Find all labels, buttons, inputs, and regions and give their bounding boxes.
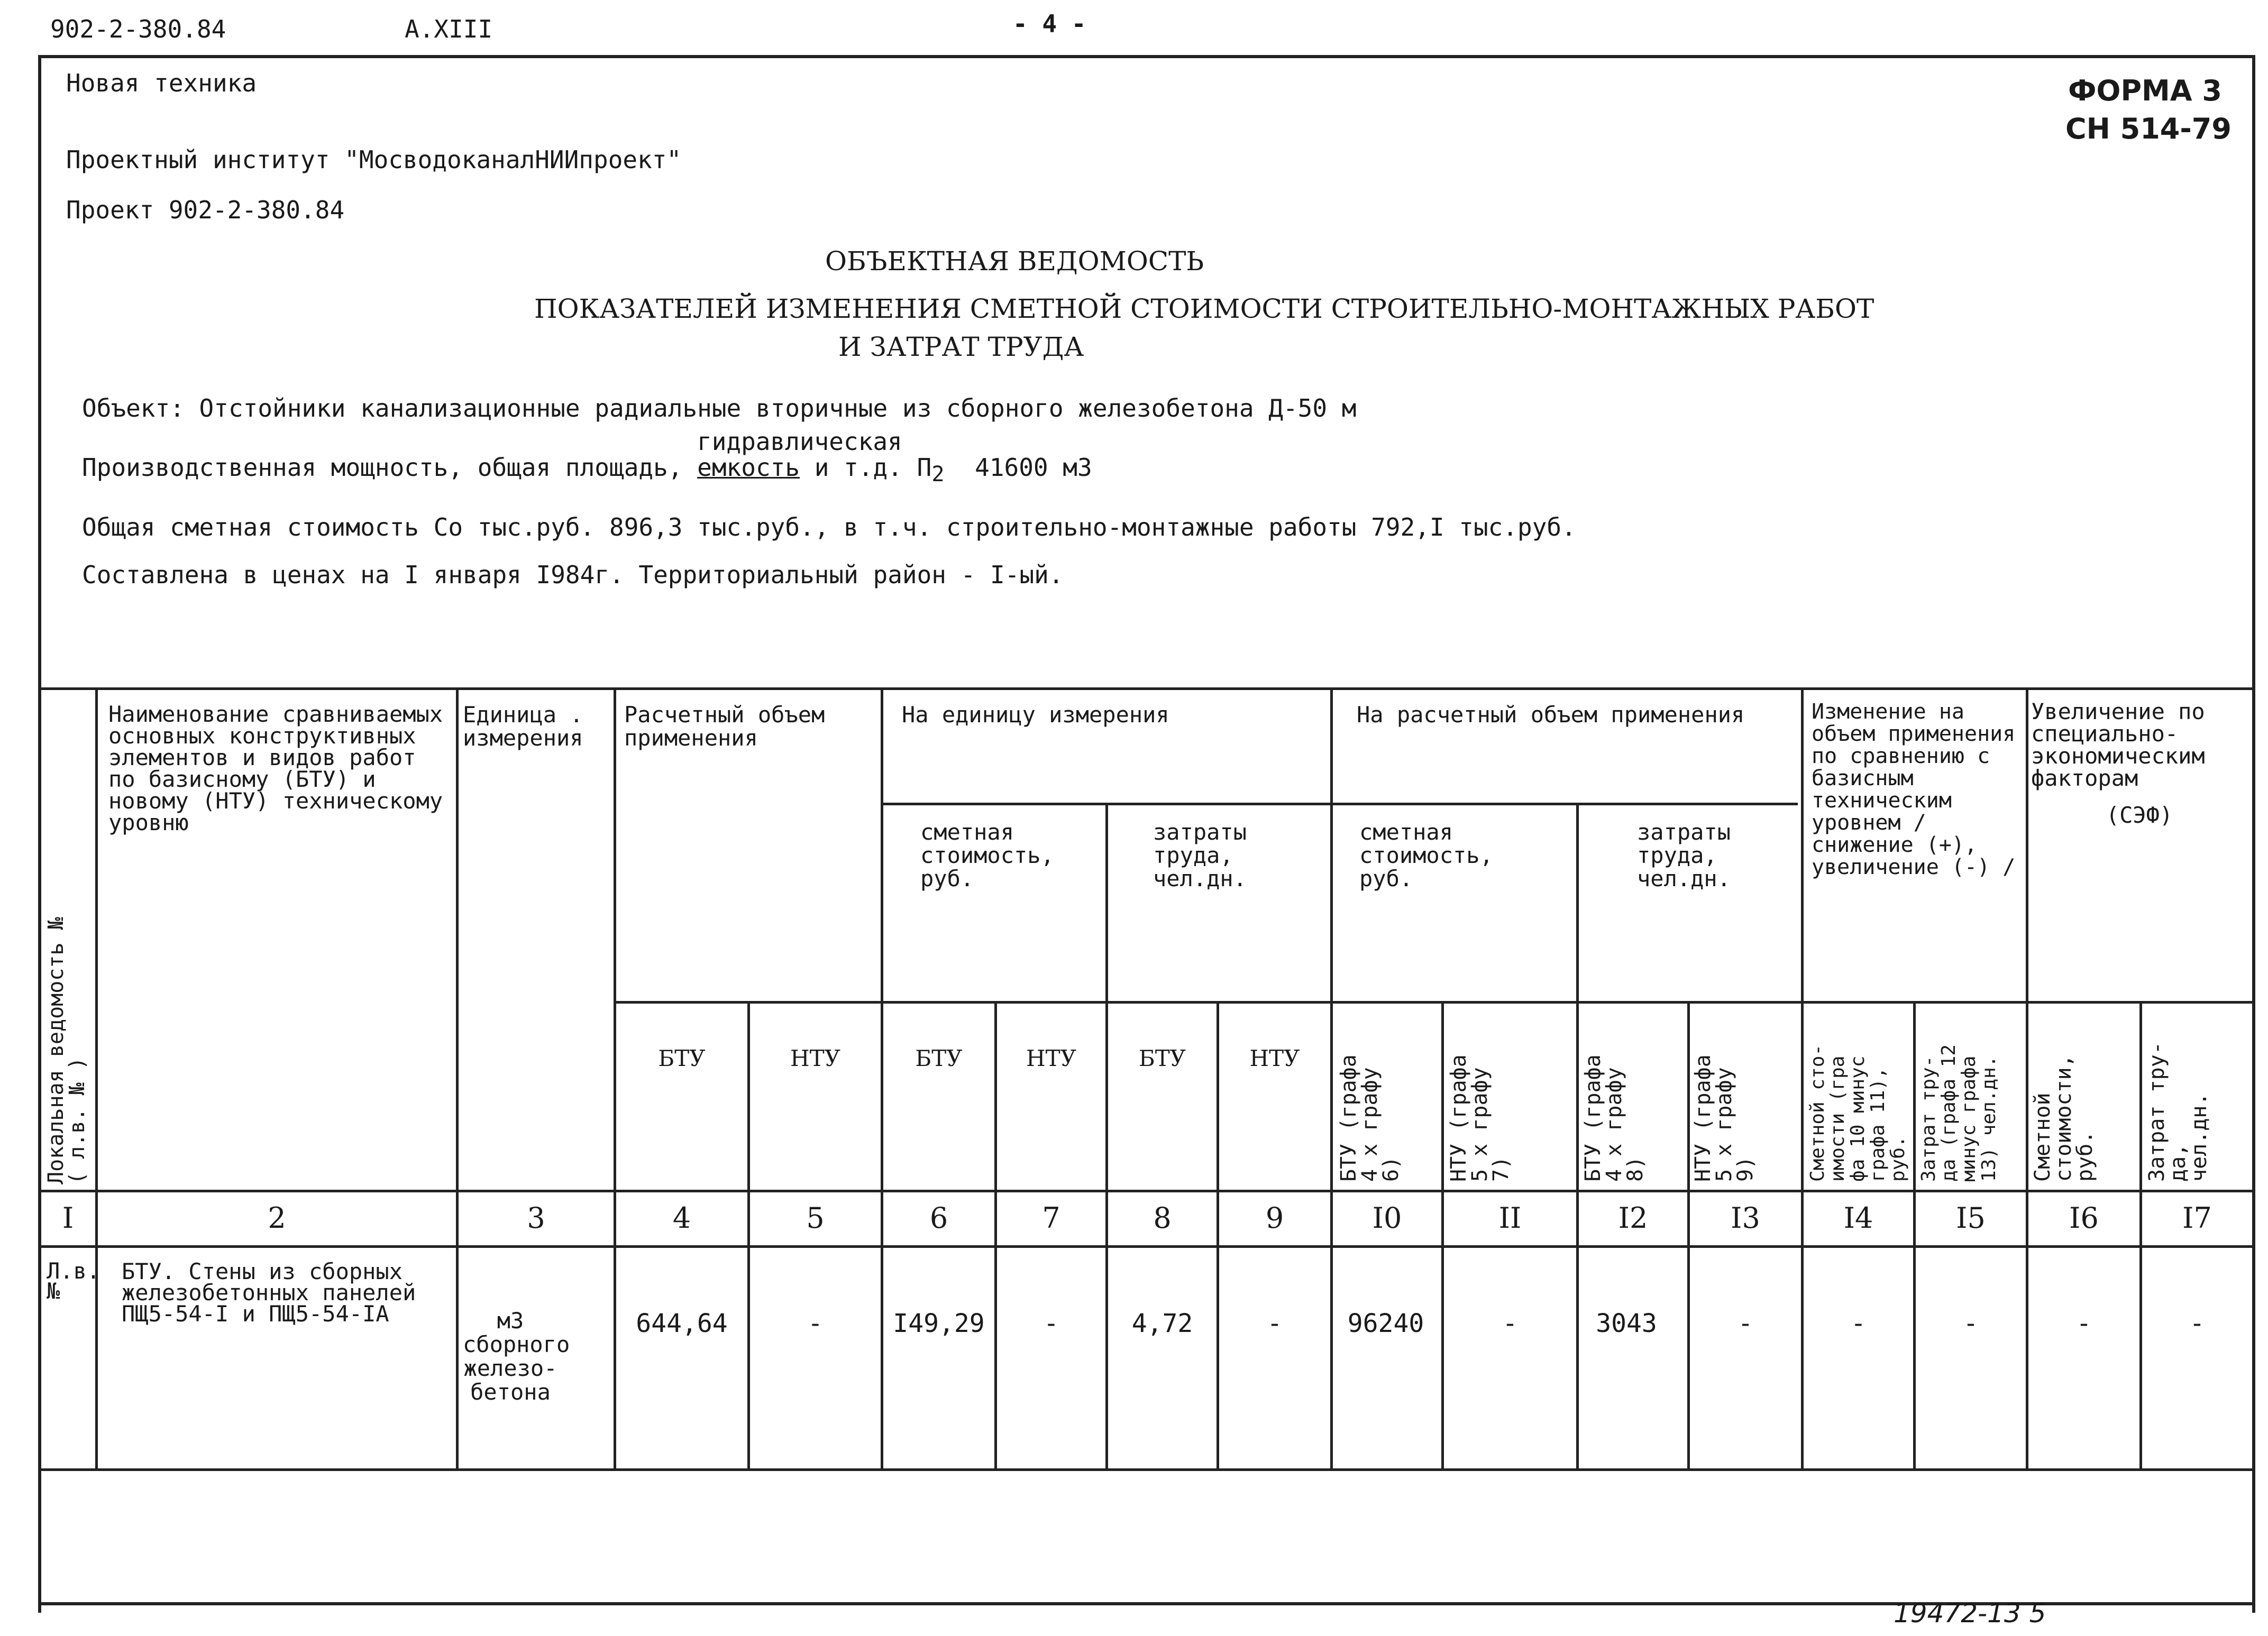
page-number: - 4 - <box>1013 10 1086 38</box>
cell-14: - <box>1851 1309 1866 1338</box>
doc-subtitle: ПОКАЗАТЕЛЕЙ ИЗМЕНЕНИЯ СМЕТНОЙ СТОИМОСТИ СТРОИТЕЛЬНО-МОНТАЖНЫХ РАБОТ <box>534 293 1874 324</box>
unit-header: На единицу измерения <box>902 702 1169 728</box>
colnum: I <box>62 1201 74 1235</box>
sef-abbr: (СЭФ) <box>2106 802 2173 828</box>
capacity-value: 41600 м3 <box>975 453 1092 482</box>
unit-labor-header: затраты труда, чел.дн. <box>1153 819 1247 891</box>
colnum: I7 <box>2182 1201 2212 1235</box>
colnum: 3 <box>527 1201 545 1235</box>
capacity-note: гидравлическая <box>697 427 902 456</box>
cell-6: I49,29 <box>893 1309 985 1338</box>
cell-10: 96240 <box>1347 1309 1424 1338</box>
colnum: I4 <box>1843 1201 1873 1235</box>
col3-header: Единица . измерения <box>463 702 583 751</box>
col13-header: НТУ (графа 5 х графу 9) <box>1691 1054 1758 1182</box>
row-name: БТУ. Стены из сборных железобетонных панелей ПЩ5-54-I и ПЩ5-54-IA <box>122 1258 416 1327</box>
col16-header: Сметной стоимости, руб. <box>2031 1054 2097 1182</box>
colnum: 4 <box>672 1201 691 1235</box>
colnum: II <box>1498 1201 1522 1235</box>
colnum: 8 <box>1153 1201 1172 1235</box>
capacity-line <box>82 453 1092 486</box>
col4-btu: БТУ <box>658 1045 706 1071</box>
cell-15: - <box>1963 1309 1979 1338</box>
form-number: ФОРМА 3 <box>2068 74 2222 107</box>
doc-subtitle-2: И ЗАТРАТ ТРУДА <box>838 332 1084 362</box>
col5-ntu: НТУ <box>790 1045 840 1071</box>
colnum: 9 <box>1265 1201 1284 1235</box>
cell-13: - <box>1737 1309 1753 1338</box>
institute-label: Проектный институт "МосводоканалНИИпроект" <box>66 145 682 174</box>
unit-cost-header: сметная стоимость, руб. <box>920 819 1054 891</box>
total-labor-header: затраты труда, чел.дн. <box>1637 819 1731 891</box>
cell-7: - <box>1044 1309 1059 1338</box>
cell-4: 644,64 <box>636 1309 728 1338</box>
col45-header: Расчетный объем применения <box>624 702 825 751</box>
change-header: Изменение на объем применения по сравнению с базисным техническим уровнем /снижение (+), увеличение (-) / <box>1812 700 2016 879</box>
colnum: 2 <box>268 1201 286 1235</box>
colnum: I2 <box>1618 1201 1648 1235</box>
total-header: На расчетный объем применения <box>1357 702 1745 728</box>
capacity-word: емкость <box>697 453 800 482</box>
colnum: I3 <box>1731 1201 1760 1235</box>
capacity-prefix: Производственная мощность, общая площадь, <box>82 453 683 482</box>
capacity-suffix: и т.д. П <box>814 453 932 482</box>
colnum: I0 <box>1372 1201 1402 1235</box>
object-line: Объект: Отстойники канализационные радиальные вторичные из сборного железобетона Д-50 м <box>82 394 1357 422</box>
capacity-sub: 2 <box>931 462 945 487</box>
doc-code: 902-2-380.84 <box>50 15 226 43</box>
colnum: 5 <box>806 1201 825 1235</box>
archive-stamp: 19472-13 5 <box>1894 1598 2046 1629</box>
cost-line: Общая сметная стоимость Со тыс.руб. 896,3 тыс.руб., в т.ч. строительно-монтажные работы 792,I тыс.руб. <box>82 513 1576 541</box>
form-standard: СН 514-79 <box>2065 112 2232 145</box>
col8-btu: БТУ <box>1138 1045 1186 1071</box>
col2-header: Наименование сравниваемых основных конструктивных элементов и видов работ по базисному (БТУ) и новому (НТУ) техническому уровню <box>108 701 443 835</box>
col9-ntu: НТУ <box>1249 1045 1300 1071</box>
col1-header: Локальная ведомость № ( л.в. № ) <box>44 917 89 1184</box>
cell-12: 3043 <box>1596 1309 1657 1338</box>
cell-9: - <box>1267 1309 1283 1338</box>
row-ref: Л.в. № <box>47 1258 100 1304</box>
col12-header: БТУ (графа 4 х графу 8) <box>1581 1054 1648 1182</box>
colnum: 7 <box>1042 1201 1060 1235</box>
col17-header: Затрат тру- да, чел.дн. <box>2145 1042 2211 1182</box>
project-label: Проект 902-2-380.84 <box>66 196 345 224</box>
colnum: I5 <box>1956 1201 1986 1235</box>
album-label: А.XIII <box>405 15 493 43</box>
colnum: 6 <box>929 1201 948 1235</box>
col7-ntu: НТУ <box>1026 1045 1076 1071</box>
cell-16: - <box>2076 1309 2092 1338</box>
col10-header: БТУ (графа 4 х графу 6) <box>1337 1054 1403 1182</box>
cell-5: - <box>808 1309 823 1338</box>
prices-line: Составлена в ценах на I января I984г. Территориальный район - I-ый. <box>82 560 1064 589</box>
colnum: I6 <box>2069 1201 2099 1235</box>
total-cost-header: сметная стоимость, руб. <box>1359 819 1493 891</box>
cell-8: 4,72 <box>1131 1309 1193 1338</box>
row-unit: м3 сборного железо-бетона <box>463 1308 570 1405</box>
col6-btu: БТУ <box>915 1045 963 1071</box>
cell-17: - <box>2189 1309 2205 1338</box>
col15-header: Затрат тру- да (графа 12 минус графа 13) чел.дн. <box>1918 1044 2000 1182</box>
cell-11: - <box>1502 1309 1518 1338</box>
new-tech-label: Новая техника <box>66 69 257 97</box>
sef-header: Увеличение по специально-экономическим факторам <box>2031 698 2205 791</box>
col14-header: Сметной сто- имости (гра фа 10 минус графа 11), руб. <box>1807 1044 1909 1182</box>
doc-title: ОБЪЕКТНАЯ ВЕДОМОСТЬ <box>825 246 1204 277</box>
col11-header: НТУ (графа 5 х графу 7) <box>1447 1054 1513 1182</box>
